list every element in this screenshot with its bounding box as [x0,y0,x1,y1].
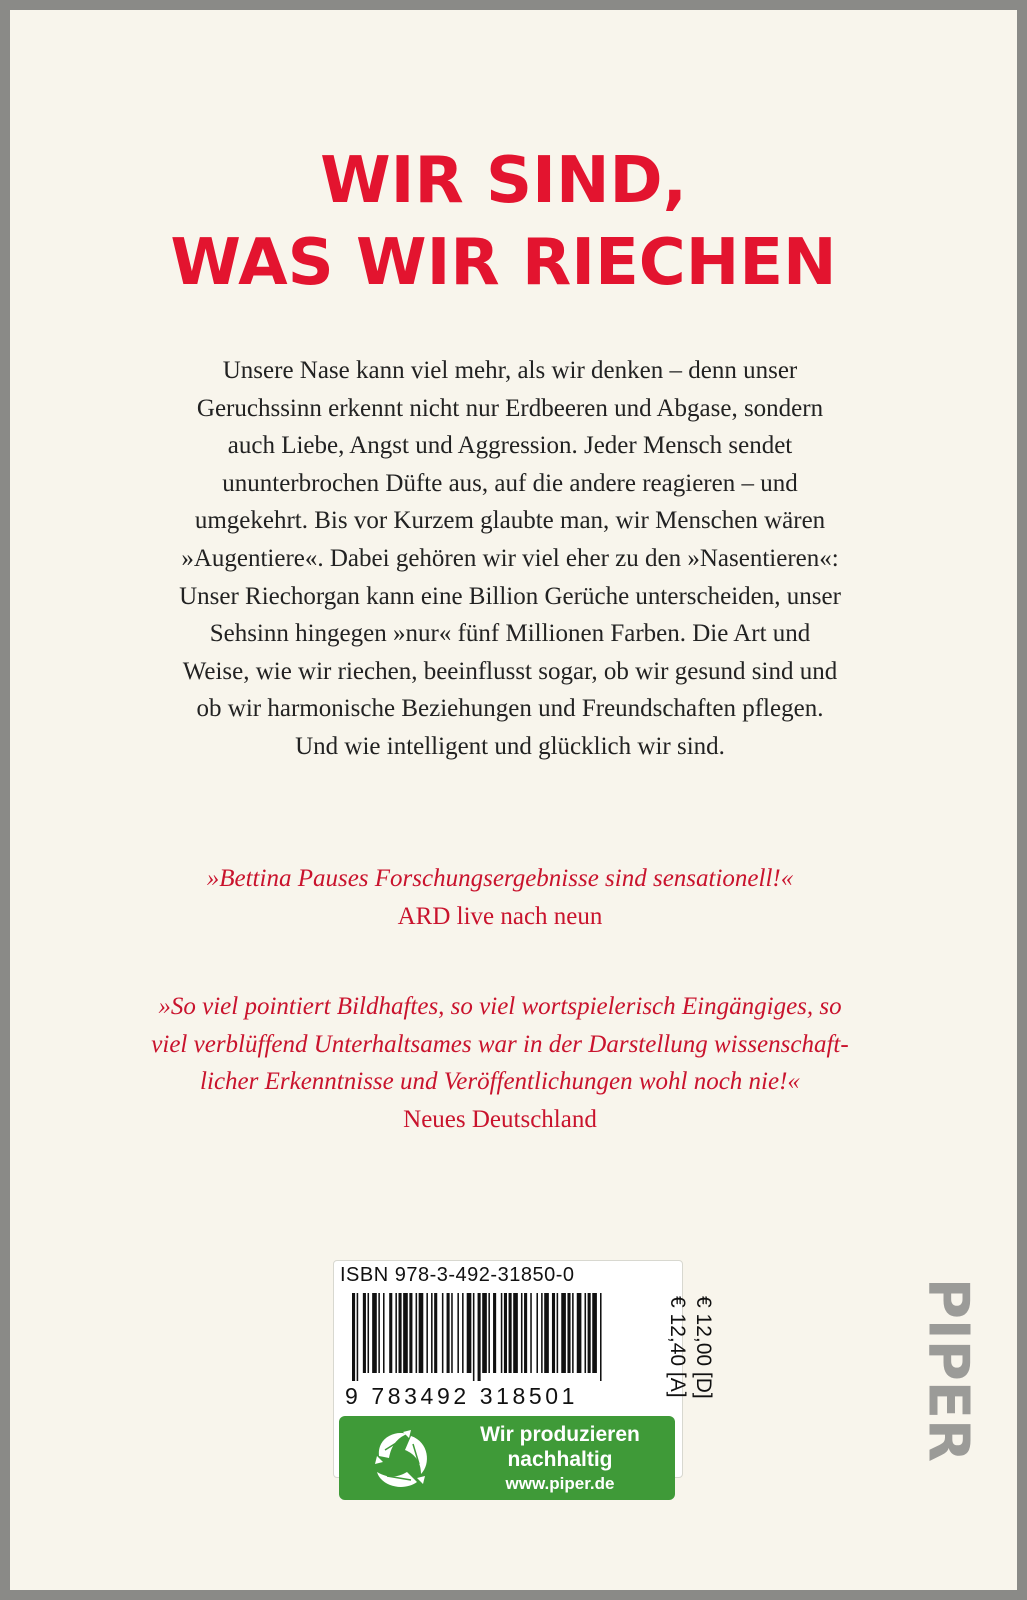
barcode-bar [530,1293,532,1373]
publisher-url: www.piper.de [505,1474,615,1493]
barcode-bar [501,1293,503,1373]
quote-text: »So viel pointiert Bildhaftes, so viel wortspielerisch Eingängiges, so [158,993,842,1020]
barcode-bar [416,1293,418,1373]
barcode-bar [600,1293,602,1381]
barcode-bar [588,1293,591,1373]
barcode-bar [419,1293,424,1373]
blurb-line: Sehsinn hingegen »nur« fünf Millionen Farben. Die Art und [209,620,811,648]
review-quote-2 [100,988,900,1138]
blurb-line: »Augentiere«. Dabei gehören wir viel eher zu den »Nasentieren«: [181,544,839,572]
barcode-bar [536,1293,538,1373]
barcode-bar [567,1293,570,1373]
barcode-bar [544,1293,549,1373]
barcode-bar [504,1293,507,1373]
blurb-line: Und wie intelligent und glücklich wir sind. [295,732,725,760]
publisher-name: PIPER [915,1277,981,1463]
review-quote-1 [100,860,900,935]
blurb-line: ob wir harmonische Beziehungen und Freundschaften pflegen. [196,695,824,723]
barcode-bar [585,1293,587,1373]
barcode-bar [389,1293,392,1373]
quote-source: Neues Deutschland [403,1105,597,1133]
barcode-bar [378,1293,380,1373]
barcode-bar [409,1293,412,1373]
barcode-icon [352,1293,656,1381]
blurb-line: Weise, wie wir riechen, beeinflusst sogar, ob wir gesund sind und [182,657,838,685]
blurb-line: ununterbrochen Düfte aus, auf die andere reagieren – und [222,469,798,497]
barcode-bar [372,1293,377,1373]
barcode-bar [524,1293,527,1373]
barcode-bar [363,1293,366,1373]
barcode-bar [431,1293,433,1373]
quote-text: licher Erkenntnisse und Veröffentlichungen wohl noch nie!« [200,1068,800,1095]
isbn-label: ISBN 978-3-492-31850-0 [340,1264,575,1286]
barcode-bar [521,1293,523,1373]
quote-text: viel verblüffend Unterhaltsames war in der Darstellung wissenschaft- [151,1030,849,1058]
quote-source: ARD live nach neun [397,902,603,930]
title-line-1: WIR SIND, [320,144,687,218]
barcode-bar [462,1293,464,1373]
price-label [650,1296,716,1400]
eco-line-2: nachhaltig [507,1448,613,1471]
quote-text: »Bettina Pauses Forschungsergebnisse sind sensationell!« [206,865,794,892]
barcode-bar [509,1293,512,1373]
barcode-bar [434,1293,437,1373]
barcode-bar [482,1293,487,1373]
barcode-bar [592,1293,597,1373]
barcode-bar [395,1293,397,1373]
barcode-bar [426,1293,428,1373]
barcode-bar [541,1293,543,1373]
cover-title [0,140,1007,304]
barcode-bar [383,1293,385,1373]
price-austria: € 12,40 [A] [666,1296,689,1398]
blurb-text [130,352,890,766]
barcode-bar [552,1293,555,1373]
barcode-bar [451,1293,453,1373]
blurb-line: Unsere Nase kann viel mehr, als wir denken – denn unser [222,357,798,384]
barcode-bar [513,1293,518,1373]
barcode-bar [352,1293,355,1381]
eco-line-1: Wir produzieren [480,1423,640,1446]
blurb-line: Geruchssinn erkennt nicht nur Erdbeeren und Abgase, sondern [196,394,824,422]
barcode-bar [478,1293,481,1381]
barcode-bar [488,1293,490,1373]
barcode-bar [403,1293,408,1373]
blurb-line: auch Liebe, Angst und Aggression. Jeder Mensch sendet [227,432,793,460]
price-germany: € 12,00 [D] [692,1296,715,1399]
barcode-bar [447,1293,450,1373]
barcode-bar [557,1293,559,1373]
barcode-bar [399,1293,402,1373]
barcode-bar [467,1293,472,1373]
barcode-bar [561,1293,566,1373]
barcode-digits: 9 783492 318501 [345,1383,579,1409]
recycle-leaves-icon [367,1424,437,1494]
barcode-bar [442,1293,444,1373]
publisher-logo [915,1270,981,1470]
barcode-bar [457,1293,459,1373]
title-line-2: WAS WIR RIECHEN [170,226,837,300]
sustainability-badge [339,1416,675,1500]
barcode-bar [577,1293,582,1373]
barcode-bar [368,1293,370,1373]
barcode-bar [572,1293,574,1373]
blurb-line: umgekehrt. Bis vor Kurzem glaubte man, wir Menschen wären [194,507,826,535]
barcode-bar [473,1293,475,1381]
blurb-line: Unser Riechorgan kann eine Billion Gerüche unterscheiden, unser [179,582,841,610]
barcode-bar [357,1293,359,1381]
barcode-bar [493,1293,496,1373]
